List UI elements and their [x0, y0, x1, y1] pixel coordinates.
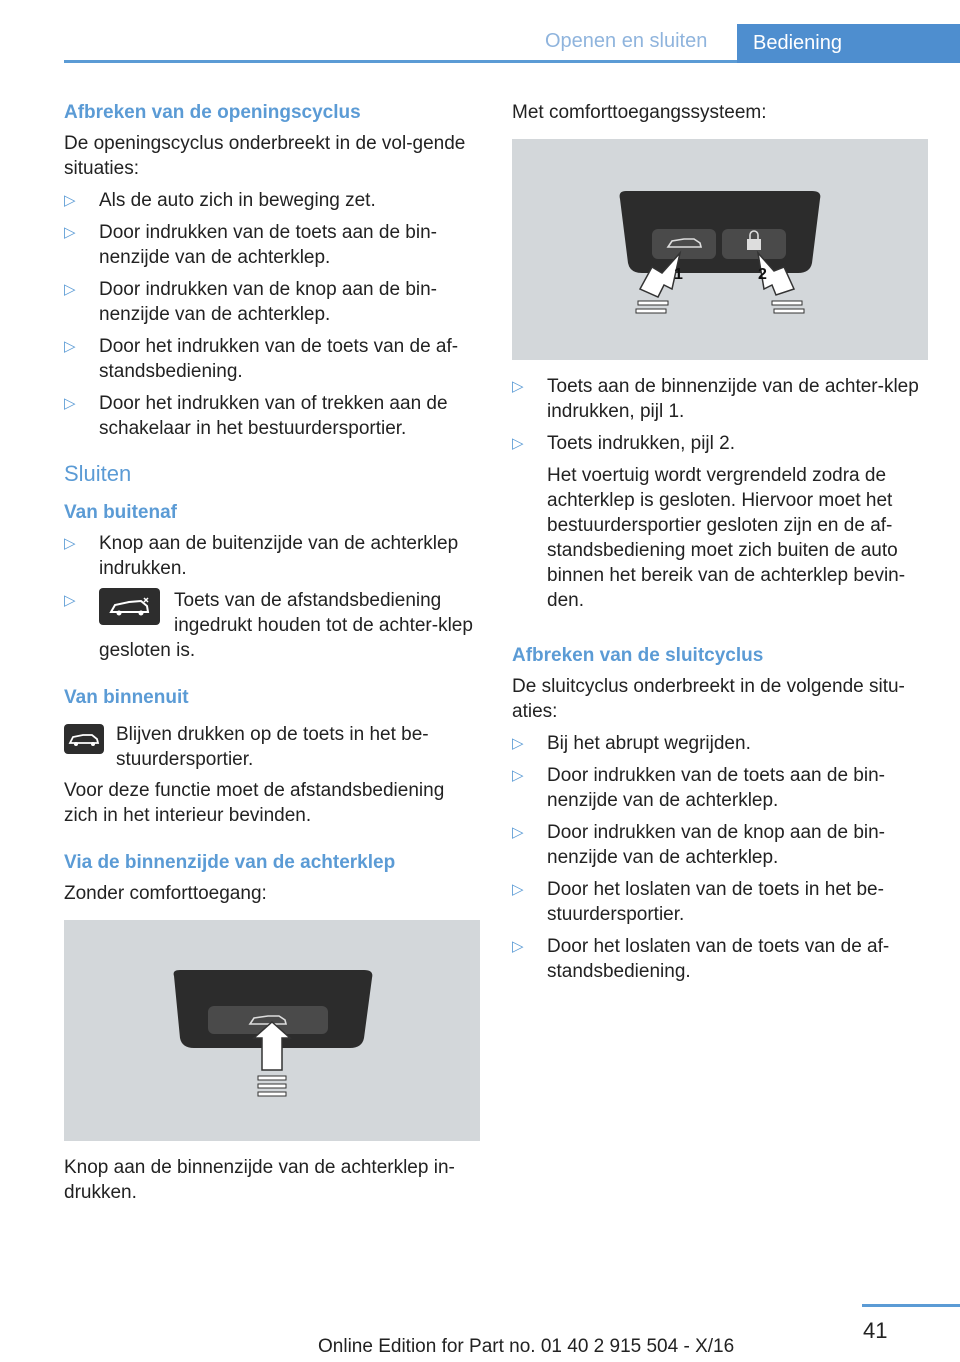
bullet-triangle-icon: ▷ [512, 767, 524, 784]
bullet-triangle-icon: ▷ [64, 338, 76, 355]
list-item: ▷ Toets aan de binnenzijde van de achter-klep indrukken, pijl 1. [512, 376, 919, 422]
abort-open-heading: Afbreken van de openingscyclus [64, 102, 361, 123]
header-chapter-tab: Bediening [737, 24, 960, 63]
list-item: ▷ Door het loslaten van de toets in het be-stuurdersportier. [512, 879, 884, 925]
list-item: ▷ Door indrukken van de knop aan de bin-nenzijde van de achterklep. [64, 279, 438, 325]
list-item: ▷ Toets van de afstandsbediening ingedrukt houden tot de achter-klep gesloten is. [64, 590, 473, 661]
close-heading: Sluiten [64, 461, 132, 486]
abort-close-list [512, 731, 928, 984]
bullet-triangle-icon: ▷ [512, 735, 524, 752]
list-item: ▷ Door indrukken van de knop aan de bin-nenzijde van de achterklep. [512, 822, 886, 868]
via-caption: Knop aan de binnenzijde van de achterklep in-drukken. [64, 1157, 455, 1203]
bullet-triangle-icon: ▷ [512, 378, 524, 395]
tailgate-door-button-icon [64, 724, 104, 754]
abort-open-intro: De openingscyclus onderbreekt in de vol-gende situaties: [64, 133, 466, 179]
tailgate-comfort-buttons-photo [512, 139, 928, 360]
list-item: ▷ Door het indrukken van of trekken aan de schakelaar in het bestuurdersportier. [64, 393, 448, 439]
comfort-intro: Met comforttoegangssysteem: [512, 102, 767, 123]
bullet-triangle-icon: ▷ [64, 592, 76, 609]
outside-list [64, 531, 480, 663]
bullet-triangle-icon: ▷ [512, 881, 524, 898]
bullet-triangle-icon: ▷ [64, 224, 76, 241]
bullet-triangle-icon: ▷ [64, 395, 76, 412]
inside-note: Voor deze functie moet de afstandsbediening zich in het interieur bevinden. [64, 780, 445, 826]
header-section-title: Openen en sluiten [545, 30, 708, 52]
bullet-triangle-icon: ▷ [64, 535, 76, 552]
outside-heading: Van buitenaf [64, 502, 177, 523]
page-number: 41 [863, 1318, 888, 1343]
comfort-note: Het voertuig wordt vergrendeld zodra de achterklep is gesloten. Hiervoor moet het bestuurdersportier gesloten zijn en de af-standsbediening moet zich buiten de auto binnen het bereik van de achterklep bevin-den. [547, 465, 906, 611]
list-item: ▷ Als de auto zich in beweging zet. [64, 190, 376, 211]
via-heading: Via de binnenzijde van de achterklep [64, 852, 396, 873]
inside-instruction: Blijven drukken op de toets in het be-stuurdersportier. [64, 722, 480, 772]
list-item: ▷ Door het loslaten van de toets van de af-standsbediening. [512, 936, 890, 982]
list-item: ▷ Knop aan de buitenzijde van de achterklep indrukken. [64, 533, 459, 579]
bullet-triangle-icon: ▷ [64, 192, 76, 209]
list-item: ▷ Door indrukken van de toets aan de bin-nenzijde van de achterklep. [512, 765, 885, 811]
footer-edition: Online Edition for Part no. 01 40 2 915 504 - X/16 [318, 1336, 735, 1357]
figure-label-2: 2 [758, 266, 767, 283]
right-column [512, 100, 928, 991]
bullet-triangle-icon: ▷ [64, 281, 76, 298]
bullet-triangle-icon: ▷ [512, 824, 524, 841]
bullet-triangle-icon: ▷ [512, 435, 524, 452]
list-item: ▷ Door het indrukken van de toets van de af-standsbediening. [64, 336, 459, 382]
comfort-list [512, 374, 928, 613]
list-item: ▷ Toets indrukken, pijl 2. Het voertuig wordt vergrendeld zodra de achterklep is gesloten. Hiervoor moet het bestuurdersportier gesloten zijn en de af-standsbediening moet zich buiten de auto binnen het bereik van de achterklep bevin-den. [512, 431, 928, 613]
via-intro: Zonder comforttoegang: [64, 883, 267, 904]
abort-open-list [64, 188, 480, 441]
bullet-triangle-icon: ▷ [512, 938, 524, 955]
tailgate-inner-button-photo [64, 920, 480, 1141]
abort-close-heading: Afbreken van de sluitcyclus [512, 645, 764, 666]
tailgate-remote-key-icon [99, 588, 160, 625]
list-item: ▷ Bij het abrupt wegrijden. [512, 733, 751, 754]
figure-label-1: 1 [674, 266, 683, 283]
left-column [64, 100, 480, 1212]
abort-close-intro: De sluitcyclus onderbreekt in de volgende situ-aties: [512, 676, 905, 722]
footer-rule [862, 1304, 960, 1307]
list-item: ▷ Door indrukken van de toets aan de bin-nenzijde van de achterklep. [64, 222, 437, 268]
inside-heading: Van binnenuit [64, 687, 189, 708]
